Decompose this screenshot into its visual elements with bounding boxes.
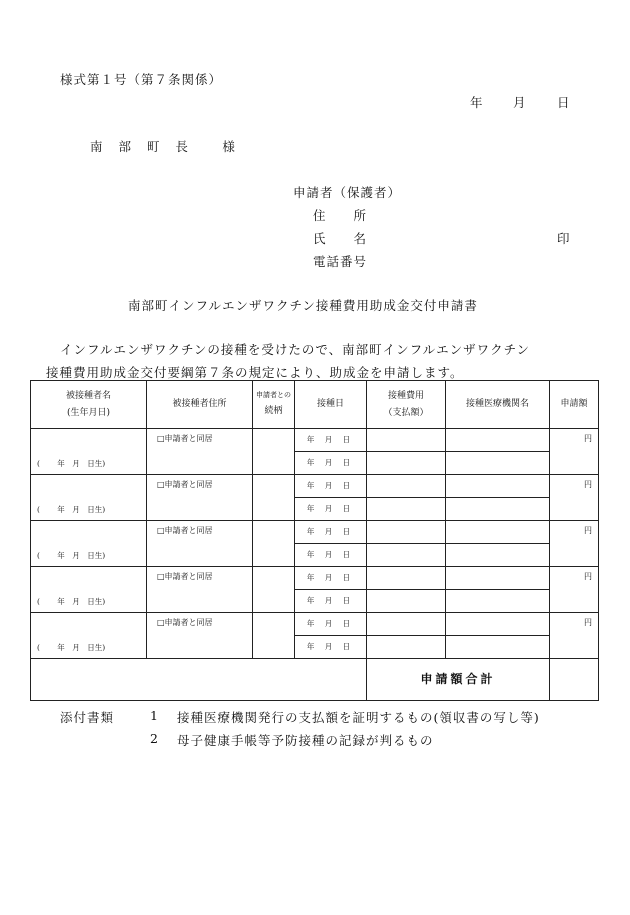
dob-field[interactable]: ( 年 月 日生) bbox=[31, 567, 147, 613]
table-row bbox=[31, 475, 599, 498]
cohabit-checkbox[interactable]: □申請者と同居 bbox=[147, 521, 253, 567]
total-blank bbox=[31, 659, 367, 701]
vaccination-date-1[interactable]: 年 月 日 bbox=[295, 475, 367, 498]
vaccination-date-2[interactable]: 年 月 日 bbox=[295, 498, 367, 521]
table-row bbox=[31, 429, 599, 452]
amount-field[interactable]: 円 bbox=[550, 429, 599, 475]
header-relation bbox=[253, 381, 295, 429]
header-institution: 接種医療機関名 bbox=[446, 381, 550, 429]
institution-field-1[interactable] bbox=[446, 475, 550, 498]
relation-field[interactable] bbox=[253, 521, 295, 567]
cost-field-1[interactable] bbox=[367, 567, 446, 590]
table-row bbox=[31, 521, 599, 544]
cost-field-1[interactable] bbox=[367, 475, 446, 498]
amount-field[interactable]: 円 bbox=[550, 567, 599, 613]
vaccination-date-2[interactable]: 年 月 日 bbox=[295, 544, 367, 567]
institution-field-2[interactable] bbox=[446, 636, 550, 659]
institution-field-2[interactable] bbox=[446, 544, 550, 567]
dob-field[interactable]: ( 年 月 日生) bbox=[31, 521, 147, 567]
amount-field[interactable]: 円 bbox=[550, 475, 599, 521]
header-amount: 申請額 bbox=[550, 381, 599, 429]
attachment-text-2: 母子健康手帳等予防接種の記録が判るもの bbox=[177, 733, 434, 748]
cost-field-1[interactable] bbox=[367, 521, 446, 544]
header-relation-top: 申請者との bbox=[256, 391, 291, 400]
body-line-1: インフルエンザワクチンの接種を受けたので、南部町インフルエンザワクチン bbox=[60, 342, 531, 357]
cost-field-2[interactable] bbox=[367, 636, 446, 659]
dob-field[interactable]: ( 年 月 日生) bbox=[31, 429, 147, 475]
cohabit-checkbox[interactable]: □申請者と同居 bbox=[147, 429, 253, 475]
header-name bbox=[31, 381, 147, 429]
phone-label: 電話番号 bbox=[313, 254, 368, 269]
cost-field-2[interactable] bbox=[367, 590, 446, 613]
applicant-title: 申請者（保護者） bbox=[293, 185, 402, 200]
attachments-label: 添付書類 bbox=[60, 710, 115, 725]
vaccination-date-1[interactable]: 年 月 日 bbox=[295, 521, 367, 544]
application-table bbox=[30, 380, 599, 701]
vaccination-date-1[interactable]: 年 月 日 bbox=[295, 613, 367, 636]
table-row bbox=[31, 567, 599, 590]
vaccination-date-1[interactable]: 年 月 日 bbox=[295, 429, 367, 452]
header-date: 接種日 bbox=[295, 381, 367, 429]
institution-field-1[interactable] bbox=[446, 567, 550, 590]
date-month-label: 月 bbox=[513, 95, 527, 110]
header-name-line2: (生年月日) bbox=[66, 407, 111, 418]
seal-mark: 印 bbox=[557, 231, 571, 246]
relation-field[interactable] bbox=[253, 429, 295, 475]
relation-field[interactable] bbox=[253, 613, 295, 659]
institution-field-1[interactable] bbox=[446, 613, 550, 636]
header-name-line1: 被接種者名 bbox=[65, 391, 111, 402]
cost-field-2[interactable] bbox=[367, 544, 446, 567]
document-title: 南部町インフルエンザワクチン接種費用助成金交付申請書 bbox=[128, 298, 478, 313]
dob-field[interactable]: ( 年 月 日生) bbox=[31, 475, 147, 521]
body-line-2: 接種費用助成金交付要綱第７条の規定により、助成金を申請します。 bbox=[46, 365, 464, 380]
cost-field-2[interactable] bbox=[367, 498, 446, 521]
relation-field[interactable] bbox=[253, 475, 295, 521]
total-label: 申請額合計 bbox=[367, 659, 550, 701]
cohabit-checkbox[interactable]: □申請者と同居 bbox=[147, 613, 253, 659]
name-label: 氏 名 bbox=[313, 231, 368, 246]
attachment-text-1: 接種医療機関発行の支払額を証明するもの(領収書の写し等) bbox=[177, 710, 540, 725]
date-day-label: 日 bbox=[557, 95, 571, 110]
recipient: 南 部 町 長 様 bbox=[90, 139, 241, 154]
institution-field-2[interactable] bbox=[446, 498, 550, 521]
vaccination-date-2[interactable]: 年 月 日 bbox=[295, 452, 367, 475]
total-amount-field[interactable] bbox=[550, 659, 599, 701]
institution-field-2[interactable] bbox=[446, 452, 550, 475]
dob-field[interactable]: ( 年 月 日生) bbox=[31, 613, 147, 659]
table-row bbox=[31, 613, 599, 636]
attachment-num-1: 1 bbox=[150, 708, 159, 723]
vaccination-date-2[interactable]: 年 月 日 bbox=[295, 636, 367, 659]
cohabit-checkbox[interactable]: □申請者と同居 bbox=[147, 475, 253, 521]
cost-field-1[interactable] bbox=[367, 613, 446, 636]
date-year-label: 年 bbox=[470, 95, 484, 110]
amount-field[interactable]: 円 bbox=[550, 613, 599, 659]
cost-field-1[interactable] bbox=[367, 429, 446, 452]
header-cost-line1: 接種費用 bbox=[387, 391, 424, 402]
relation-field[interactable] bbox=[253, 567, 295, 613]
vaccination-date-2[interactable]: 年 月 日 bbox=[295, 590, 367, 613]
header-address: 被接種者住所 bbox=[147, 381, 253, 429]
total-row bbox=[31, 659, 599, 701]
amount-field[interactable]: 円 bbox=[550, 521, 599, 567]
institution-field-2[interactable] bbox=[446, 590, 550, 613]
cohabit-checkbox[interactable]: □申請者と同居 bbox=[147, 567, 253, 613]
header-relation-bottom: 続柄 bbox=[264, 406, 283, 417]
form-number: 様式第１号（第７条関係） bbox=[60, 72, 223, 87]
table-header-row bbox=[31, 381, 599, 429]
institution-field-1[interactable] bbox=[446, 521, 550, 544]
header-cost-line2: （支払額） bbox=[383, 407, 429, 418]
institution-field-1[interactable] bbox=[446, 429, 550, 452]
cost-field-2[interactable] bbox=[367, 452, 446, 475]
address-label: 住 所 bbox=[313, 208, 368, 223]
vaccination-date-1[interactable]: 年 月 日 bbox=[295, 567, 367, 590]
header-cost bbox=[367, 381, 446, 429]
attachment-num-2: 2 bbox=[150, 731, 159, 746]
